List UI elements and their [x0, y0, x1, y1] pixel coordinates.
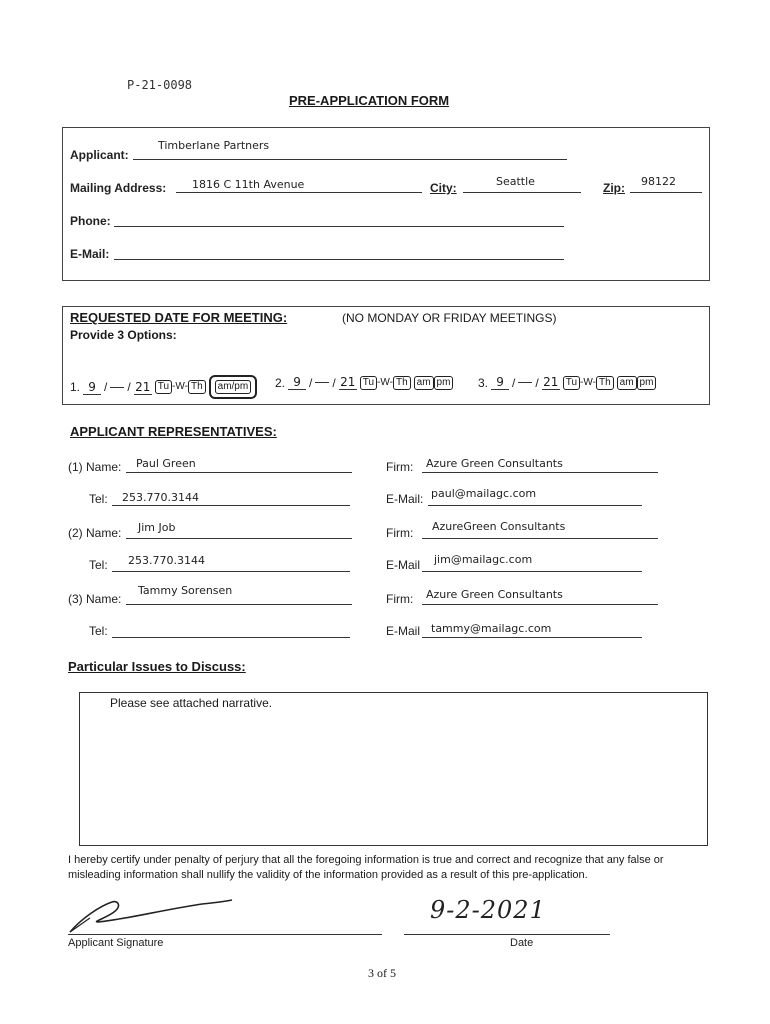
ampm-selector[interactable]: am/pm	[209, 375, 258, 399]
rep1-email-label: E-Mail:	[386, 492, 424, 506]
signature-label: Applicant Signature	[68, 937, 164, 949]
applicant-field[interactable]: Timberlane Partners	[158, 139, 270, 152]
meeting-option-2[interactable]: 2. 9 / / 21 Tu -W- Th am pm	[275, 375, 453, 390]
day-selector[interactable]: Tu -W- Th	[360, 376, 411, 390]
day-selector[interactable]: Tu -W- Th	[155, 380, 206, 394]
meeting-heading: REQUESTED DATE FOR MEETING:	[70, 310, 288, 325]
rep3-email-field[interactable]: tammy@mailagc.com	[431, 622, 552, 635]
rep3-email-label: E-Mail	[386, 624, 421, 638]
rep2-firm-field[interactable]: AzureGreen Consultants	[432, 520, 566, 533]
mailing-address-field[interactable]: 1816 C 11th Avenue	[192, 178, 305, 191]
rep2-tel-label: Tel:	[89, 558, 108, 572]
rep3-firm-label: Firm:	[386, 592, 414, 606]
rep3-tel-label: Tel:	[89, 624, 108, 638]
reps-heading: APPLICANT REPRESENTATIVES:	[70, 424, 277, 439]
ampm-selector[interactable]: am pm	[617, 376, 657, 390]
provide-options: Provide 3 Options:	[70, 328, 177, 342]
applicant-label: Applicant:	[70, 148, 129, 162]
rep1-firm-label: Firm:	[386, 460, 414, 474]
ampm-selector[interactable]: am pm	[414, 376, 454, 390]
rep1-name-field[interactable]: Paul Green	[136, 457, 196, 470]
meeting-option-1[interactable]: 1. 9 / / 21 Tu -W- Th am/pm	[70, 375, 257, 399]
rep3-name-label: (3) Name:	[68, 592, 122, 606]
date-field[interactable]: 9-2-2021	[430, 896, 546, 924]
phone-label: Phone:	[70, 214, 111, 228]
issues-text: Please see attached narrative.	[110, 696, 273, 710]
email-field[interactable]	[114, 259, 564, 260]
phone-field[interactable]	[114, 226, 564, 227]
rep2-name-label: (2) Name:	[68, 526, 122, 540]
zip-label: Zip:	[603, 181, 625, 195]
rep1-tel-label: Tel:	[89, 492, 108, 506]
rep1-tel-field[interactable]: 253.770.3144	[122, 491, 199, 504]
mailing-address-label: Mailing Address:	[70, 181, 167, 195]
issues-textarea[interactable]	[79, 692, 708, 846]
rep3-name-field[interactable]: Tammy Sorensen	[138, 584, 233, 597]
email-label: E-Mail:	[70, 247, 110, 261]
rep1-firm-field[interactable]: Azure Green Consultants	[426, 457, 563, 470]
file-number: P-21-0098	[127, 78, 193, 92]
zip-field[interactable]: 98122	[641, 175, 676, 188]
applicant-signature	[62, 888, 252, 938]
date-label: Date	[510, 937, 534, 949]
rep2-name-field[interactable]: Jim Job	[138, 521, 176, 534]
meeting-note: (NO MONDAY OR FRIDAY MEETINGS)	[342, 311, 557, 325]
rep1-name-label: (1) Name:	[68, 460, 122, 474]
form-title: PRE-APPLICATION FORM	[289, 93, 450, 108]
rep3-tel-field[interactable]	[112, 637, 350, 638]
rep3-firm-field[interactable]: Azure Green Consultants	[426, 588, 563, 601]
city-field[interactable]: Seattle	[496, 175, 535, 188]
meeting-option-3[interactable]: 3. 9 / / 21 Tu -W- Th am pm	[478, 375, 656, 390]
page-number: 3 of 5	[368, 966, 396, 980]
certify-text: I hereby certify under penalty of perjury that all the foregoing information is true and correct and recognize that any false or misleading information shall nullify the validity of the information provided as a result of this pre-application.	[68, 854, 664, 881]
issues-heading: Particular Issues to Discuss:	[68, 659, 246, 674]
rep1-email-field[interactable]: paul@mailagc.com	[431, 487, 537, 500]
rep2-email-field[interactable]: jim@mailagc.com	[434, 553, 533, 566]
rep2-email-label: E-Mail	[386, 558, 421, 572]
rep2-tel-field[interactable]: 253.770.3144	[128, 554, 205, 567]
city-label: City:	[430, 181, 457, 195]
rep2-firm-label: Firm:	[386, 526, 414, 540]
day-selector[interactable]: Tu -W- Th	[563, 376, 614, 390]
